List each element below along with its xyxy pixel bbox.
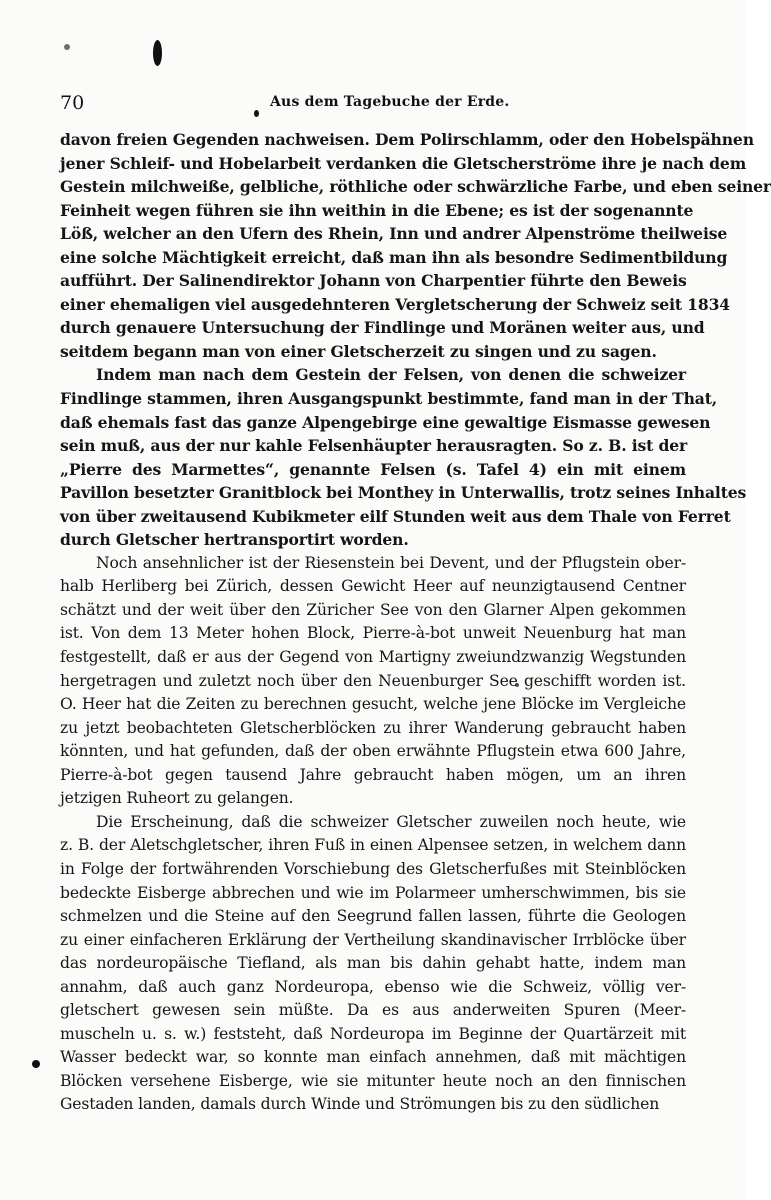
text-line: Löß, welcher an den Ufern des Rhein, Inn und andrer Alpenströme theilweise	[60, 224, 728, 244]
paragraph	[60, 811, 686, 1117]
text-line: Noch ansehnlicher ist der Riesenstein bei Devent, und der Pflugstein ober-	[96, 553, 686, 572]
text-line: in Folge der fortwährenden Vorschiebung des Gletscherfußes mit Steinblöcken	[60, 859, 686, 878]
ink-smudge	[153, 40, 162, 66]
text-line: Pierre-à-bot gegen tausend Jahre gebraucht haben mögen, um an ihren	[60, 765, 686, 784]
paragraph	[60, 552, 686, 811]
text-line: Feinheit wegen führen sie ihn weithin in die Ebene; es ist der sogenannte	[60, 200, 694, 220]
text-line: „Pierre des Marmettes“, genannte Felsen (s. Tafel 4) ein mit einem	[60, 459, 686, 479]
text-line: schätzt und der weit über den Züricher See von den Glarner Alpen gekommen	[60, 600, 686, 619]
text-line: jener Schleif- und Hobelarbeit verdanken die Gletscherströme ihre je nach dem	[60, 153, 747, 173]
body-text	[60, 128, 771, 1117]
text-line: bedeckte Eisberge abbrechen und wie im Polarmeer umherschwimmen, bis sie	[60, 883, 686, 902]
text-line: ist. Von dem 13 Meter hohen Block, Pierre-à-bot unweit Neuenburg hat man	[60, 624, 686, 643]
ink-speck	[32, 1060, 40, 1068]
text-line: daß ehemals fast das ganze Alpengebirge eine gewaltige Eismasse gewesen	[60, 412, 711, 432]
text-line: durch Gletscher hertransportirt worden.	[60, 530, 409, 550]
text-line: annahm, daß auch ganz Nordeuropa, ebenso wie die Schweiz, völlig ver-	[60, 977, 686, 996]
text-line: davon freien Gegenden nachweisen. Dem Polirschlamm, oder den Hobelspähnen	[60, 130, 754, 149]
text-line: sein muß, aus der nur kahle Felsenhäupter herausragten. So z. B. ist der	[60, 436, 688, 456]
text-line: gletschert gewesen sein müßte. Da es aus anderweiten Spuren (Meer-	[60, 1001, 686, 1020]
page-header	[60, 92, 686, 116]
text-line: Blöcken versehene Eisberge, wie sie mitunter heute noch an den finnischen	[60, 1071, 686, 1090]
text-line: O. Heer hat die Zeiten zu berechnen gesucht, welche jene Blöcke im Vergleiche	[60, 695, 686, 714]
text-line: Findlinge stammen, ihren Ausgangspunkt bestimmte, fand man in der That,	[60, 389, 718, 409]
text-line: das nordeuropäische Tiefland, als man bis dahin gehabt hatte, indem man	[60, 954, 686, 973]
text-line: Wasser bedeckt war, so konnte man einfach annehmen, daß mit mächtigen	[60, 1048, 686, 1067]
text-line: seitdem begann man von einer Gletscherzeit zu singen und zu sagen.	[60, 341, 657, 361]
text-line: von über zweitausend Kubikmeter eilf Stunden weit aus dem Thale von Ferret	[60, 506, 731, 526]
paragraph	[60, 363, 747, 551]
text-line: Die Erscheinung, daß die schweizer Gletscher zuweilen noch heute, wie	[96, 812, 686, 831]
text-line: festgestellt, daß er aus der Gegend von Martigny zweiundzwanzig Wegstunden	[60, 648, 686, 667]
page-number: 70	[60, 92, 85, 114]
text-line: halb Herliberg bei Zürich, dessen Gewicht Heer auf neunzigtausend Centner	[60, 577, 686, 596]
paragraph	[60, 128, 771, 363]
text-line: könnten, und hat gefunden, daß der oben erwähnte Pflugstein etwa 600 Jahre,	[60, 742, 686, 761]
text-line: einer ehemaligen viel ausgedehnteren Vergletscherung der Schweiz seit 1834	[60, 294, 730, 314]
text-line: Pavillon besetzter Granitblock bei Monthey in Unterwallis, trotz seines Inhaltes	[60, 483, 747, 503]
text-line: hergetragen und zuletzt noch über den Neuenburger See geschifft worden ist.	[60, 671, 686, 690]
text-line: schmelzen und die Steine auf den Seegrund fallen lassen, führte die Geologen	[60, 907, 686, 926]
text-line: zu einer einfacheren Erklärung der Vertheilung skandinavischer Irrblöcke über	[60, 930, 686, 949]
text-line: Gestaden landen, damals durch Winde und Strömungen bis zu den südlichen	[60, 1095, 660, 1114]
text-line: eine solche Mächtigkeit erreicht, daß man ihn als besondre Sedimentbildung	[60, 247, 728, 267]
text-line: muscheln u. s. w.) feststeht, daß Nordeuropa im Beginne der Quartärzeit mit	[60, 1024, 686, 1043]
ink-speck	[64, 44, 70, 50]
text-line: jetzigen Ruheort zu gelangen.	[60, 789, 294, 808]
running-title: Aus dem Tagebuche der Erde.	[270, 94, 510, 110]
text-line: Indem man nach dem Gestein der Felsen, von denen die schweizer	[96, 365, 686, 385]
text-line: zu jetzt beobachteten Gletscherblöcken zu ihrer Wanderung gebraucht haben	[60, 718, 686, 737]
text-line: durch genauere Untersuchung der Findlinge und Moränen weiter aus, und	[60, 318, 705, 338]
text-line: Gestein milchweiße, gelbliche, röthliche oder schwärzliche Farbe, und eben seiner	[60, 177, 771, 197]
text-line: z. B. der Aletschgletscher, ihren Fuß in einen Alpensee setzen, in welchem dann	[60, 836, 686, 855]
text-line: aufführt. Der Salinendirektor Johann von Charpentier führte den Beweis	[60, 271, 687, 291]
